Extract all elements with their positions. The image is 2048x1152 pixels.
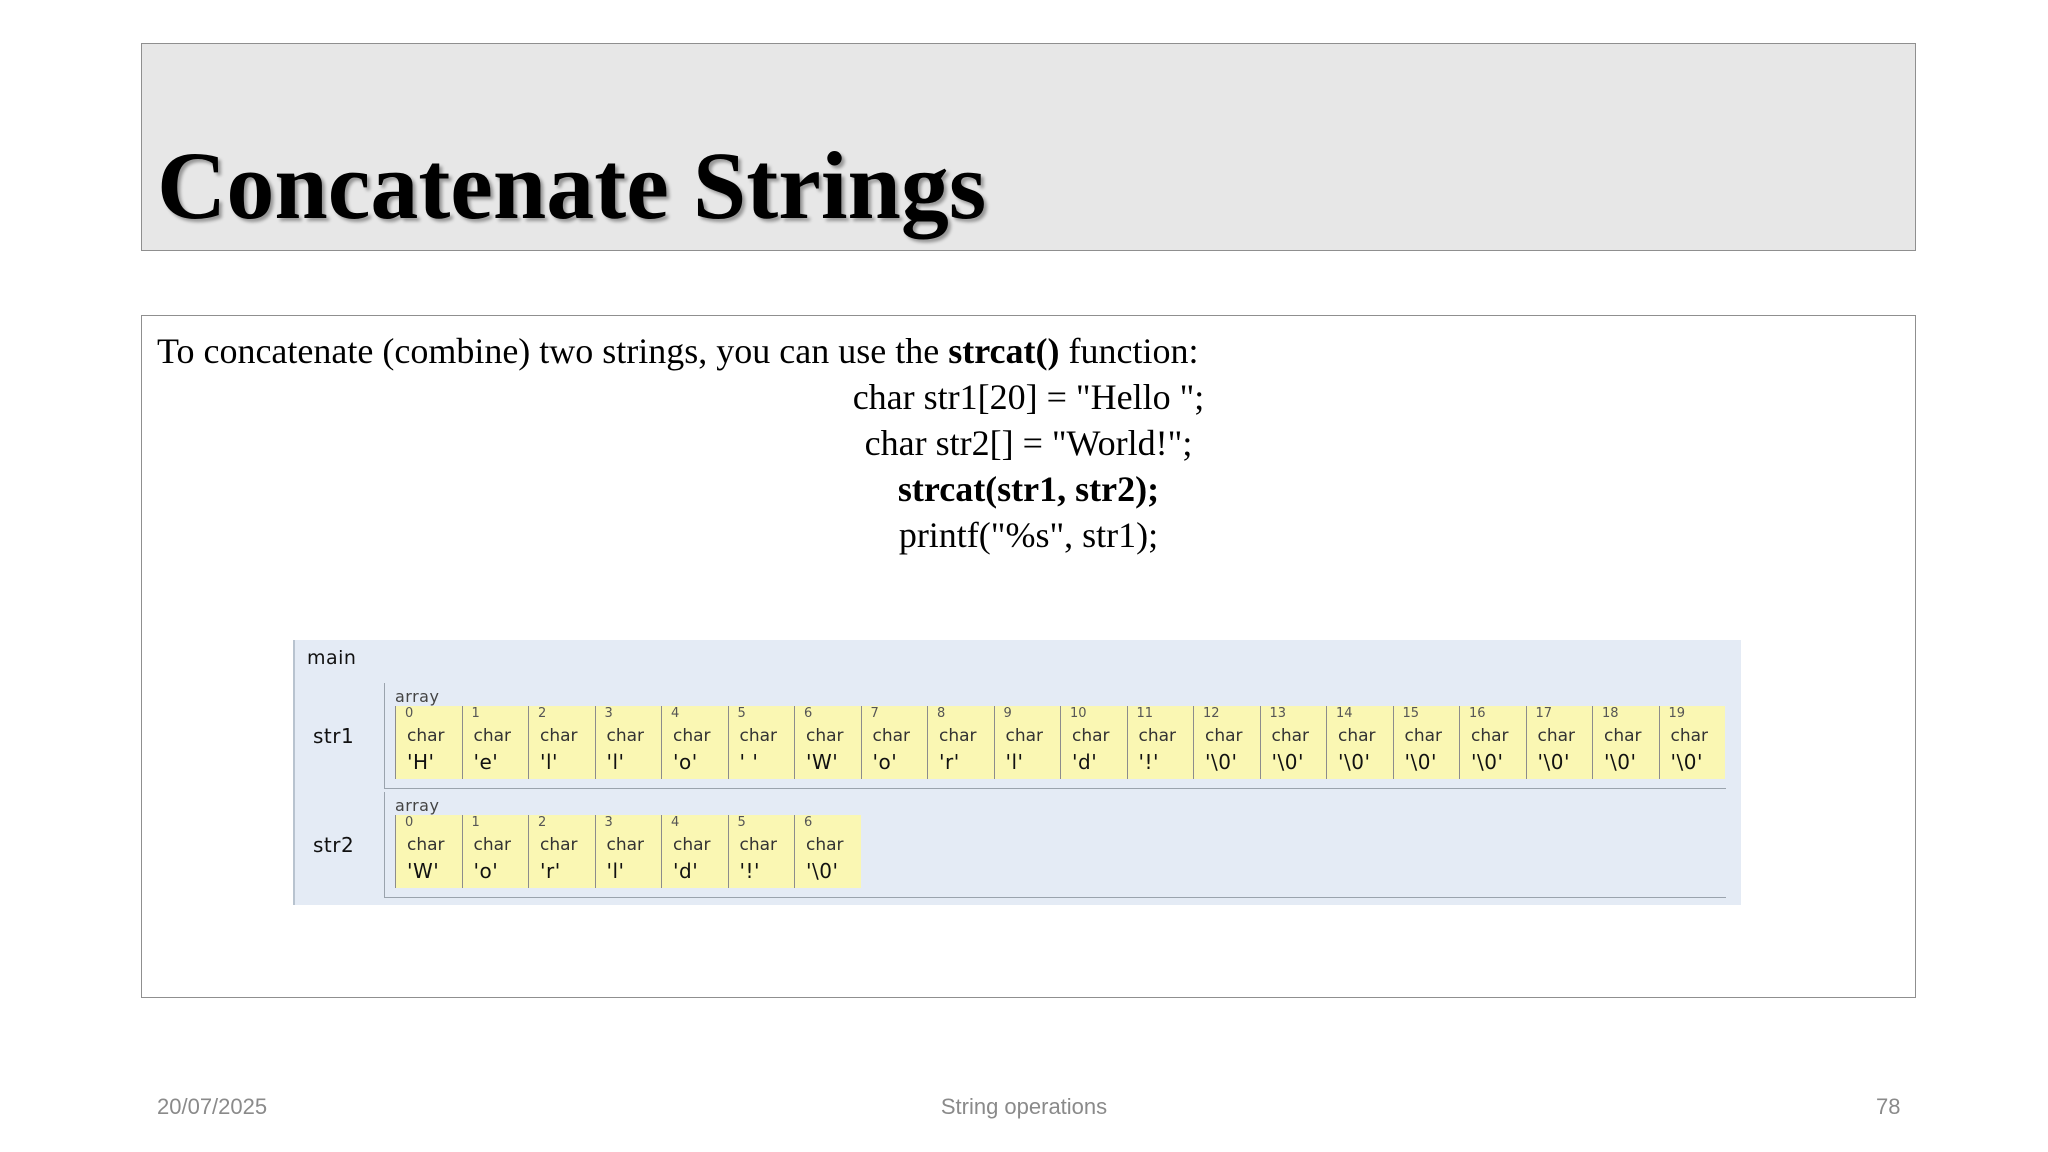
array-label: array	[395, 687, 440, 706]
cell-type: char	[1670, 726, 1709, 746]
cell-value: 'l'	[606, 750, 625, 774]
array-cell	[395, 706, 462, 779]
array-cell	[595, 815, 662, 888]
cell-index: 6	[804, 815, 813, 830]
cell-index: 10	[1070, 706, 1087, 721]
cell-value: '!'	[1138, 750, 1160, 774]
code-block	[142, 374, 1915, 558]
cell-type: char	[673, 726, 711, 746]
slide-title: Concatenate Strings	[157, 132, 987, 239]
array-cell	[1592, 706, 1659, 779]
var-label-str1: str1	[313, 724, 355, 748]
array-cell	[1060, 706, 1127, 779]
cell-value: '\0'	[1338, 750, 1371, 774]
cell-value: 'r'	[540, 859, 561, 883]
cell-index: 9	[1003, 706, 1012, 721]
array-cell	[395, 815, 462, 888]
cell-value: 'd'	[673, 859, 699, 883]
cell-index: 3	[604, 815, 613, 830]
cell-index: 4	[671, 706, 680, 721]
array-cell	[661, 706, 728, 779]
array-cell	[1127, 706, 1194, 779]
memory-diagram	[293, 640, 1741, 905]
cell-type: char	[407, 835, 445, 855]
cell-index: 12	[1203, 706, 1220, 721]
cell-value: 'o'	[872, 750, 898, 774]
array-cell	[994, 706, 1061, 779]
cells-str2	[395, 815, 861, 888]
cell-value: 'o'	[473, 859, 499, 883]
intro-before: To concatenate (combine) two strings, you can use the	[157, 331, 949, 371]
cell-value: 'W'	[407, 859, 440, 883]
cell-index: 5	[737, 815, 746, 830]
cell-type: char	[540, 835, 578, 855]
cells-str1	[395, 706, 1725, 779]
code-line-4: printf("%s", str1);	[898, 515, 1159, 555]
cell-type: char	[1005, 726, 1044, 746]
array-cell	[661, 815, 728, 888]
array-cell	[462, 815, 529, 888]
cell-value: '\0'	[1271, 750, 1304, 774]
cell-index: 2	[538, 706, 547, 721]
cell-index: 6	[804, 706, 813, 721]
array-cell	[794, 815, 861, 888]
cell-type: char	[739, 835, 778, 855]
cell-type: char	[673, 835, 711, 855]
cell-type: char	[1404, 726, 1443, 746]
var-label-str2: str2	[313, 833, 355, 857]
array-cell	[462, 706, 529, 779]
array-str2	[384, 792, 1726, 898]
cell-value: 'l'	[1005, 750, 1024, 774]
cell-index: 18	[1602, 706, 1619, 721]
code-line-1: char str1[20] = "Hello ";	[852, 377, 1205, 417]
cell-type: char	[1604, 726, 1642, 746]
cell-index: 16	[1469, 706, 1486, 721]
array-cell	[1393, 706, 1460, 779]
array-cell	[528, 815, 595, 888]
array-cell	[728, 815, 795, 888]
array-cell	[728, 706, 795, 779]
cell-index: 1	[471, 706, 480, 721]
array-cell	[1659, 706, 1726, 779]
cell-value: '!'	[739, 859, 761, 883]
cell-index: 15	[1402, 706, 1420, 721]
cell-value: 'd'	[1072, 750, 1098, 774]
array-cell	[1260, 706, 1327, 779]
array-cell	[927, 706, 994, 779]
cell-type: char	[739, 726, 778, 746]
cell-value: 'l'	[606, 859, 625, 883]
cell-index: 4	[671, 815, 680, 830]
cell-value: 'W'	[806, 750, 839, 774]
cell-value: '\0'	[1205, 750, 1238, 774]
cell-value: '\0'	[1670, 750, 1703, 774]
array-cell	[794, 706, 861, 779]
cell-type: char	[1072, 726, 1110, 746]
cell-index: 11	[1136, 706, 1154, 721]
array-str1	[384, 683, 1726, 789]
cell-value: '\0'	[806, 859, 839, 883]
array-label: array	[395, 796, 440, 815]
cell-value: '\0'	[1471, 750, 1504, 774]
array-cell	[595, 706, 662, 779]
cell-index: 1	[471, 815, 480, 830]
cell-value: 'l'	[540, 750, 559, 774]
intro-after: function:	[1059, 331, 1199, 371]
cell-type: char	[939, 726, 977, 746]
footer-title: String operations	[940, 1094, 1108, 1119]
array-cell	[1526, 706, 1593, 779]
cell-type: char	[407, 726, 445, 746]
cell-type: char	[473, 726, 512, 746]
cell-value: ' '	[739, 750, 759, 774]
code-line-2: char str2[] = "World!";	[864, 423, 1193, 463]
cell-type: char	[473, 835, 512, 855]
cell-index: 3	[604, 706, 613, 721]
frame-label: main	[307, 647, 357, 669]
cell-type: char	[540, 726, 578, 746]
cell-type: char	[1537, 726, 1576, 746]
cell-value: 'e'	[473, 750, 499, 774]
array-cell	[861, 706, 928, 779]
cell-index: 14	[1336, 706, 1353, 721]
title-box	[141, 43, 1916, 251]
cell-index: 0	[405, 815, 414, 830]
footer-date: 20/07/2025	[157, 1094, 268, 1119]
cell-type: char	[1271, 726, 1310, 746]
array-cell	[1326, 706, 1393, 779]
array-cell	[1459, 706, 1526, 779]
cell-type: char	[606, 835, 645, 855]
cell-type: char	[606, 726, 645, 746]
cell-index: 0	[405, 706, 414, 721]
intro-function: strcat()	[948, 331, 1060, 371]
cell-type: char	[806, 835, 844, 855]
code-line-3: strcat(str1, str2);	[897, 469, 1160, 509]
cell-type: char	[806, 726, 844, 746]
cell-type: char	[1338, 726, 1376, 746]
array-cell	[1193, 706, 1260, 779]
cell-index: 19	[1668, 706, 1686, 721]
cell-index: 8	[937, 706, 946, 721]
cell-value: '\0'	[1604, 750, 1637, 774]
cell-index: 17	[1535, 706, 1553, 721]
cell-value: 'H'	[407, 750, 435, 774]
cell-value: 'o'	[673, 750, 698, 774]
cell-type: char	[872, 726, 911, 746]
cell-index: 13	[1269, 706, 1287, 721]
cell-index: 2	[538, 815, 547, 830]
cell-type: char	[1205, 726, 1243, 746]
cell-index: 7	[870, 706, 879, 721]
intro-text	[157, 328, 1199, 374]
array-cell	[528, 706, 595, 779]
cell-value: 'r'	[939, 750, 960, 774]
cell-value: '\0'	[1537, 750, 1570, 774]
cell-type: char	[1471, 726, 1509, 746]
cell-index: 5	[737, 706, 746, 721]
footer-page-number: 78	[1876, 1094, 1901, 1119]
cell-value: '\0'	[1404, 750, 1437, 774]
cell-type: char	[1138, 726, 1177, 746]
